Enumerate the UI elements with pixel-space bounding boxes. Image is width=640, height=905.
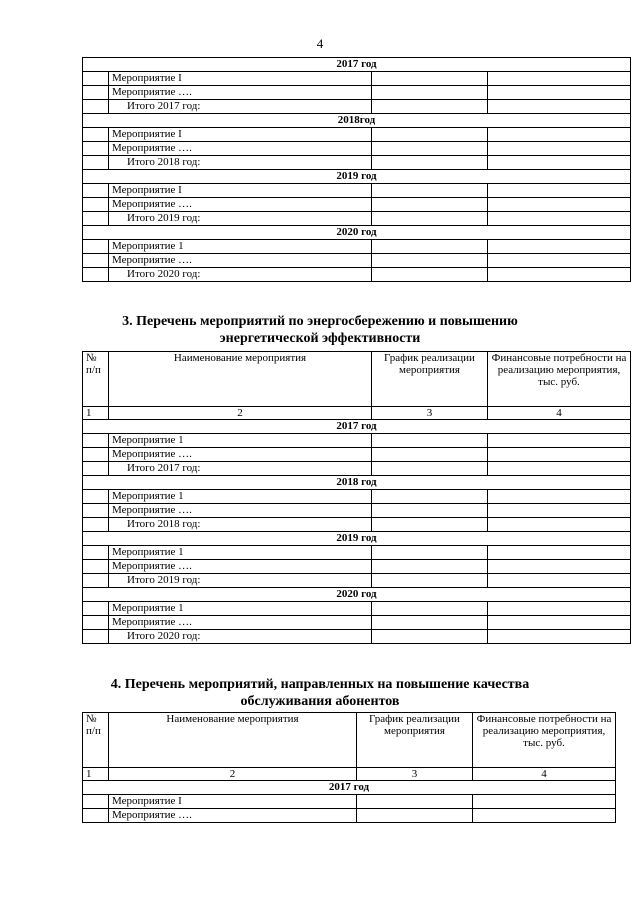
col-number: 1 [83,768,109,781]
total-label: Итого 2019 год: [109,574,372,588]
header-num: № п/п [83,352,109,407]
col-number: 2 [109,768,357,781]
event-name: Мероприятие …. [109,86,372,100]
section-4-table [82,712,616,823]
section-3-title-line-2: энергетической эффективности [219,331,421,346]
event-name: Мероприятие …. [109,504,372,518]
event-name: Мероприятие …. [109,560,372,574]
header-name: Наименование мероприятия [109,352,372,407]
event-name: Мероприятие …. [109,448,372,462]
event-name: Мероприятие 1 [109,490,372,504]
event-name: Мероприятие I [109,128,372,142]
event-name: Мероприятие I [109,184,372,198]
event-name: Мероприятие 1 [109,434,372,448]
year-row: 2020 год [83,588,631,602]
section-3-title [0,313,640,347]
event-name: Мероприятие 1 [109,602,372,616]
col-number: 3 [357,768,473,781]
event-name: Мероприятие 1 [109,546,372,560]
total-label: Итого 2017 год: [109,462,372,476]
event-name: Мероприятие …. [109,616,372,630]
total-label: Итого 2018 год: [109,156,372,170]
event-name: Мероприятие I [109,72,372,86]
header-finance: Финансовые потребности на реализацию мероприятия, тыс. руб. [473,713,616,768]
total-label: Итого 2020 год: [109,630,372,644]
total-label: Итого 2018 год: [109,518,372,532]
event-name: Мероприятие …. [109,809,357,823]
section-4-title-line-1: 4. Перечень мероприятий, направленных на повышение качества [110,677,530,692]
year-row: 2017 год [83,781,616,795]
event-name: Мероприятие …. [109,142,372,156]
total-label: Итого 2020 год: [109,268,372,282]
total-label: Итого 2019 год: [109,212,372,226]
col-number: 4 [488,407,631,420]
section-3-title-line-1: 3. Перечень мероприятий по энергосбережению и повышению [122,314,518,329]
col-number: 2 [109,407,372,420]
col-number: 3 [372,407,488,420]
page-number: 4 [316,36,324,51]
header-name: Наименование мероприятия [109,713,357,768]
section-3-table [82,351,631,644]
section-4-title-line-2: обслуживания абонентов [240,694,400,709]
header-schedule: График реализации мероприятия [357,713,473,768]
year-row: 2018год [83,114,631,128]
year-row: 2017 год [83,58,631,72]
year-row: 2018 год [83,476,631,490]
total-label: Итого 2017 год: [109,100,372,114]
event-name: Мероприятие 1 [109,240,372,254]
year-row: 2019 год [83,170,631,184]
year-row: 2017 год [83,420,631,434]
event-name: Мероприятие I [109,795,357,809]
event-name: Мероприятие …. [109,254,372,268]
year-row: 2019 год [83,532,631,546]
year-row: 2020 год [83,226,631,240]
header-schedule: График реализации мероприятия [372,352,488,407]
header-finance: Финансовые потребности на реализацию мероприятия, тыс. руб. [488,352,631,407]
col-number: 1 [83,407,109,420]
col-number: 4 [473,768,616,781]
event-name: Мероприятие …. [109,198,372,212]
table-continued [82,57,631,282]
header-num: № п/п [83,713,109,768]
section-4-title [0,676,640,710]
